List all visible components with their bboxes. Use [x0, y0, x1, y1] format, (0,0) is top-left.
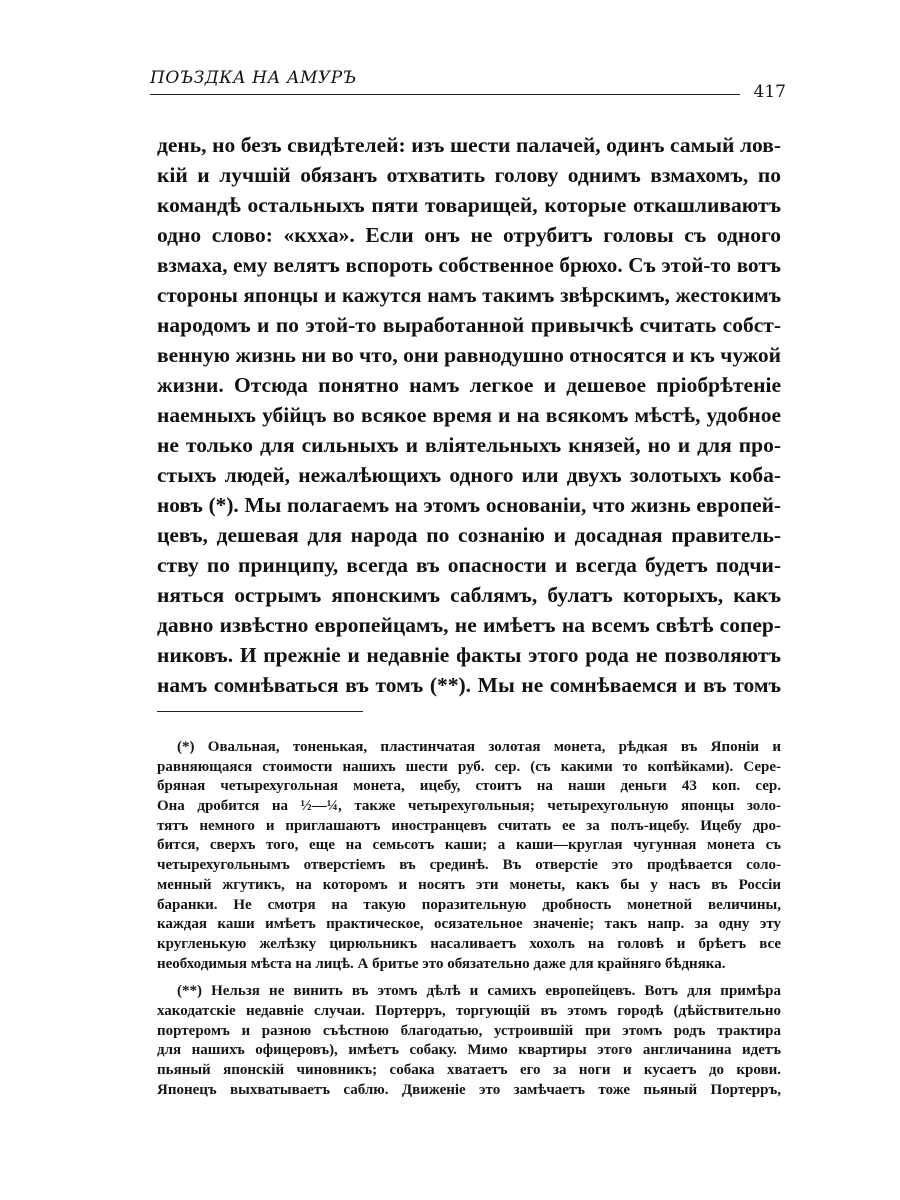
text-line: стыхъ людей, нежалѣющихъ одного или двухъ золотыхъ коба-: [157, 463, 781, 487]
footnote-line: Японецъ выхватываетъ саблю. Движеніе это замѣчаетъ тоже пьяный Портерръ,: [157, 1081, 781, 1098]
text-line: намъ сомнѣваться въ томъ (**). Мы не сомнѣваемся и въ томъ: [157, 673, 781, 697]
text-line: не только для сильныхъ и вліятельныхъ князей, но и для про-: [157, 433, 781, 457]
text-line: наемныхъ убійцъ во всякое время и на всякомъ мѣстѣ, удобное: [157, 403, 781, 427]
text-line: давно извѣстно европейцамъ, не имѣетъ на всемъ свѣтѣ сопер-: [157, 613, 781, 637]
text-line: няться острымъ японскимъ саблямъ, булатъ которыхъ, какъ: [157, 583, 781, 607]
footnote-line: (**) Нельзя не винить въ этомъ дѣлѣ и самихъ европейцевъ. Вотъ для примѣра: [177, 983, 781, 1000]
footnote-line: для нашихъ офицеровъ), имѣетъ собаку. Мимо квартиры этого англичанина идетъ: [157, 1042, 781, 1059]
footnote-line: пьяный японскій чиновникъ; собака хватаетъ его за ноги и кусаетъ до крови.: [157, 1062, 781, 1078]
text-line: командѣ остальныхъ пяти товарищей, которые откашливаютъ: [157, 193, 781, 217]
footnote-line: бится, сверхъ того, еще на семьсотъ каши; а каши—круглая чугунная монета съ: [157, 837, 781, 854]
footnote-line: каждая каши имѣетъ практическое, осязательное значеніе; такъ напр. за одну эту: [157, 916, 781, 933]
text-line: день, но безъ свидѣтелей: изъ шести палачей, одинъ самый лов-: [157, 133, 781, 157]
text-line: одно слово: «кхха». Если онъ не отрубитъ головы съ одного: [157, 223, 781, 247]
footnote-line: менный жгутикъ, на которомъ и носятъ эти монеты, какъ бы у насъ въ Россіи: [157, 876, 781, 893]
text-line: кій и лучшій обязанъ отхватить голову однимъ взмахомъ, по: [157, 163, 781, 187]
footnote-line: Она дробится на ½—¼, также четырехугольныя; четырехугольную японцы золо-: [157, 798, 781, 815]
main-text-block: [157, 130, 781, 700]
text-line: никовъ. И прежніе и недавніе факты этого рода не позволяютъ: [157, 643, 781, 667]
text-line: взмаха, ему велятъ вспороть собственное брюхо. Съ этой-то вотъ: [157, 253, 781, 277]
footnote-line: (*) Овальная, тоненькая, пластинчатая золотая монета, рѣдкая въ Японіи и: [177, 739, 781, 755]
footnote-line: портеромъ и разною съѣстною благодатью, устроившій при этомъ родъ трактира: [157, 1022, 781, 1039]
text-line: жизни. Отсюда понятно намъ легкое и дешевое пріобрѣтеніе: [157, 373, 781, 397]
footnotes-block: [157, 738, 781, 1100]
footnote-line: хакодатскіе недавніе случаи. Портерръ, торгующій въ этомъ городѣ (дѣйствительно: [157, 1002, 781, 1019]
header-rule: [150, 94, 740, 95]
text-line: новъ (*). Мы полагаемъ на этомъ основаніи, что жизнь европей-: [157, 493, 781, 517]
footnote-line: баранки. Не смотря на такую поразительную дробность монетной величины,: [157, 896, 781, 913]
footnote-line: кругленькую желѣзку цирюльникъ насаливаетъ хохолъ на головѣ и брѣетъ все: [157, 935, 781, 952]
footnote-rule: [157, 711, 363, 712]
footnote-line: тятъ немного и приглашаютъ иностранцевъ считать ее за полъ-ицебу. Ицебу дро-: [157, 817, 781, 834]
page-number: 417: [753, 82, 786, 102]
footnote-line: бряная четырехугольная монета, ицебу, стоитъ на наши деньги 43 коп. сер.: [157, 778, 781, 795]
text-line: цевъ, дешевая для народа по сознанію и досадная правитель-: [157, 523, 781, 547]
text-line: народомъ и по этой-то выработанной привычкѣ считать собст-: [157, 313, 781, 337]
running-title: ПОЪЗДКА НА АМУРЪ: [150, 68, 357, 88]
text-line: ству по принципу, всегда въ опасности и всегда будетъ подчи-: [157, 553, 781, 577]
footnote-line: необходимыя мѣста на лицѣ. А бритье это обязательно даже для крайняго бѣдняка.: [157, 955, 726, 972]
footnote-spacer: [157, 974, 781, 982]
text-line: венную жизнь ни во что, они равнодушно относятся и къ чужой: [157, 343, 781, 367]
footnote-1: [157, 738, 781, 974]
footnote-line: равняющаяся стоимости нашихъ шести руб. сер. (съ какими то копѣйками). Сере-: [157, 758, 781, 775]
footnote-2: [157, 982, 781, 1100]
footnote-line: четырехугольнымъ отверстіемъ въ срединѣ. Въ отверстіе это продѣвается соло-: [157, 857, 781, 874]
running-header: [150, 68, 786, 102]
text-line: стороны японцы и кажутся намъ такимъ звѣрскимъ, жестокимъ: [157, 283, 781, 307]
